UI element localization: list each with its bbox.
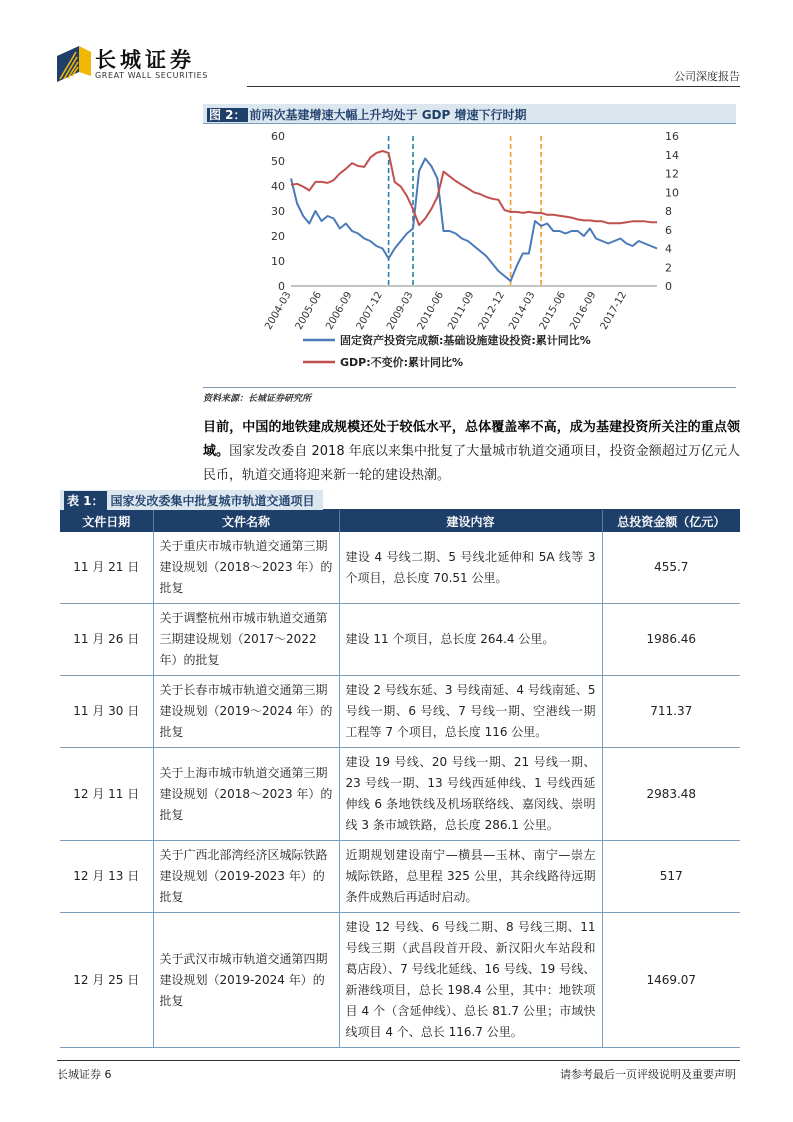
right-axis-tick-label: 2 xyxy=(665,261,672,275)
left-axis-tick-label: 30 xyxy=(271,205,285,218)
cell-date: 12 月 25 日 xyxy=(60,913,153,1048)
x-axis-tick-label: 2007-12 xyxy=(354,290,386,332)
cell-name: 关于调整杭州市城市轨道交通第三期建设规划（2017～2022 年）的批复 xyxy=(153,604,339,676)
paragraph-highlight: 目前，中国的地铁建成规模还处于较低水平，总体覆盖率不高，成为基建投资所关注的重点领域。 xyxy=(203,420,740,459)
brand-name-cn: 长城证券 xyxy=(95,48,195,72)
series-line-gdp xyxy=(291,151,657,225)
right-axis-tick-label: 10 xyxy=(665,186,679,200)
table-title: 国家发改委集中批复城市轨道交通项目 xyxy=(107,491,319,510)
cell-name: 关于广西北部湾经济区城际铁路建设规划（2019-2023 年）的批复 xyxy=(153,841,339,913)
cell-date: 11 月 30 日 xyxy=(60,676,153,748)
figure-source: 资料来源：长城证券研究所 xyxy=(203,387,736,404)
footer-divider xyxy=(57,1060,740,1061)
right-axis-tick-label: 4 xyxy=(665,242,672,256)
x-axis-tick-label: 2010-06 xyxy=(415,290,447,332)
col-header-name: 文件名称 xyxy=(153,510,339,532)
left-axis-tick-label: 0 xyxy=(278,280,285,293)
x-axis-tick-label: 2005-06 xyxy=(293,290,325,332)
cell-name: 关于上海市城市轨道交通第三期建设规划（2018～2023 年）的批复 xyxy=(153,748,339,841)
table-row xyxy=(60,748,740,841)
table-row xyxy=(60,604,740,676)
cell-name: 关于武汉市城市轨道交通第四期建设规划（2019-2024 年）的批复 xyxy=(153,913,339,1048)
header-divider xyxy=(247,86,740,87)
x-axis-tick-label: 2014-03 xyxy=(507,290,538,332)
rail-projects-table xyxy=(60,510,740,1048)
table-row xyxy=(60,913,740,1048)
left-axis-tick-label: 20 xyxy=(271,230,285,243)
figure-2 xyxy=(203,104,736,387)
x-axis-tick-label: 2006-09 xyxy=(324,290,355,332)
cell-content: 建设 19 号线、20 号线一期、21 号线一期、23 号线一期、13 号线西延伸线、1 号线西延伸线 6 条地铁线及机场联络线、嘉闵线、崇明线 3 条市域铁路，总长度 286.1 公里。 xyxy=(339,748,602,841)
right-axis-tick-label: 6 xyxy=(665,223,672,237)
x-axis-tick-label: 2017-12 xyxy=(598,290,630,332)
cell-content: 建设 4 号线二期、5 号线北延伸和 5A 线等 3 个项目，总长度 70.51 公里。 xyxy=(339,532,602,604)
table-row xyxy=(60,676,740,748)
footer-page-number: 长城证券 6 xyxy=(57,1068,112,1081)
col-header-date: 文件日期 xyxy=(60,510,153,532)
series-line-infrastructure xyxy=(291,159,657,282)
table-row xyxy=(60,532,740,604)
right-axis-tick-label: 8 xyxy=(665,205,672,218)
figure-title-bar xyxy=(203,104,736,124)
cell-amount: 1469.07 xyxy=(602,913,740,1048)
cell-date: 11 月 21 日 xyxy=(60,532,153,604)
right-axis-tick-label: 14 xyxy=(665,148,679,162)
cell-amount: 711.37 xyxy=(602,676,740,748)
col-header-content: 建设内容 xyxy=(339,510,602,532)
page-header xyxy=(57,40,740,88)
cell-date: 12 月 13 日 xyxy=(60,841,153,913)
col-header-amount: 总投资金额（亿元） xyxy=(602,510,740,532)
line-chart xyxy=(203,124,736,387)
cell-date: 11 月 26 日 xyxy=(60,604,153,676)
report-type: 公司深度报告 xyxy=(674,70,740,83)
cell-amount: 455.7 xyxy=(602,532,740,604)
brand-name-en: GREAT WALL SECURITIES xyxy=(95,71,208,80)
cell-amount: 1986.46 xyxy=(602,604,740,676)
left-axis-tick-label: 40 xyxy=(271,180,285,193)
x-axis-tick-label: 2011-09 xyxy=(446,290,477,332)
cell-content: 建设 12 号线、6 号线二期、8 号线三期、11 号线三期（武昌段首开段、新汉阳火车站段和葛店段）、7 号线北延线、16 号线、19 号线、新港线项目，总长 198.4 公里，其中：地铁项目 4 个（含延伸线）、总长 81.7 公里；市域快线项目 4 个、总长 116.7 公里。 xyxy=(339,913,602,1048)
x-axis-tick-label: 2012-12 xyxy=(476,290,508,332)
body-paragraph xyxy=(203,416,740,488)
right-axis-tick-label: 0 xyxy=(665,280,672,293)
great-wall-logo-icon xyxy=(57,46,91,82)
cell-name: 关于重庆市城市轨道交通第三期建设规划（2018～2023 年）的批复 xyxy=(153,532,339,604)
brand-logo xyxy=(57,44,247,84)
paragraph-text: 国家发改委自 2018 年底以来集中批复了大量城市轨道交通项目，投资金额超过万亿元人民币，轨道交通将迎来新一轮的建设热潮。 xyxy=(203,444,740,483)
figure-title: 前两次基建增速大幅上升均处于 GDP 增速下行时期 xyxy=(249,108,527,122)
cell-name: 关于长春市城市轨道交通第三期建设规划（2019～2024 年）的批复 xyxy=(153,676,339,748)
table-label: 表 1： xyxy=(64,491,107,510)
cell-content: 建设 2 号线东延、3 号线南延、4 号线南延、5 号线一期、6 号线、7 号线一期、空港线一期工程等 7 个项目，总长度 116 公里。 xyxy=(339,676,602,748)
left-axis-tick-label: 60 xyxy=(271,130,285,143)
table-title-bar xyxy=(60,490,740,510)
table-row xyxy=(60,841,740,913)
cell-date: 12 月 11 日 xyxy=(60,748,153,841)
cell-content: 建设 11 个项目，总长度 264.4 公里。 xyxy=(339,604,602,676)
figure-label: 图 2： xyxy=(209,108,246,122)
x-axis-tick-label: 2009-03 xyxy=(385,290,416,332)
cell-content: 近期规划建设南宁—横县—玉林、南宁—崇左城际铁路，总里程 325 公里，其余线路待远期条件成熟后再适时启动。 xyxy=(339,841,602,913)
x-axis-tick-label: 2004-03 xyxy=(263,290,294,332)
legend-label: 固定资产投资完成额:基础设施建设投资:累计同比% xyxy=(340,334,591,347)
x-axis-tick-label: 2016-09 xyxy=(568,290,599,332)
left-axis-tick-label: 50 xyxy=(271,155,285,168)
left-axis-tick-label: 10 xyxy=(271,255,285,268)
legend-label: GDP:不变价:累计同比% xyxy=(340,356,464,369)
cell-amount: 517 xyxy=(602,841,740,913)
right-axis-tick-label: 12 xyxy=(665,167,679,181)
footer-disclaimer: 请参考最后一页评级说明及重要声明 xyxy=(560,1068,736,1081)
x-axis-tick-label: 2015-06 xyxy=(537,290,569,332)
table-header-row xyxy=(60,510,740,532)
right-axis-tick-label: 16 xyxy=(665,130,679,143)
cell-amount: 2983.48 xyxy=(602,748,740,841)
